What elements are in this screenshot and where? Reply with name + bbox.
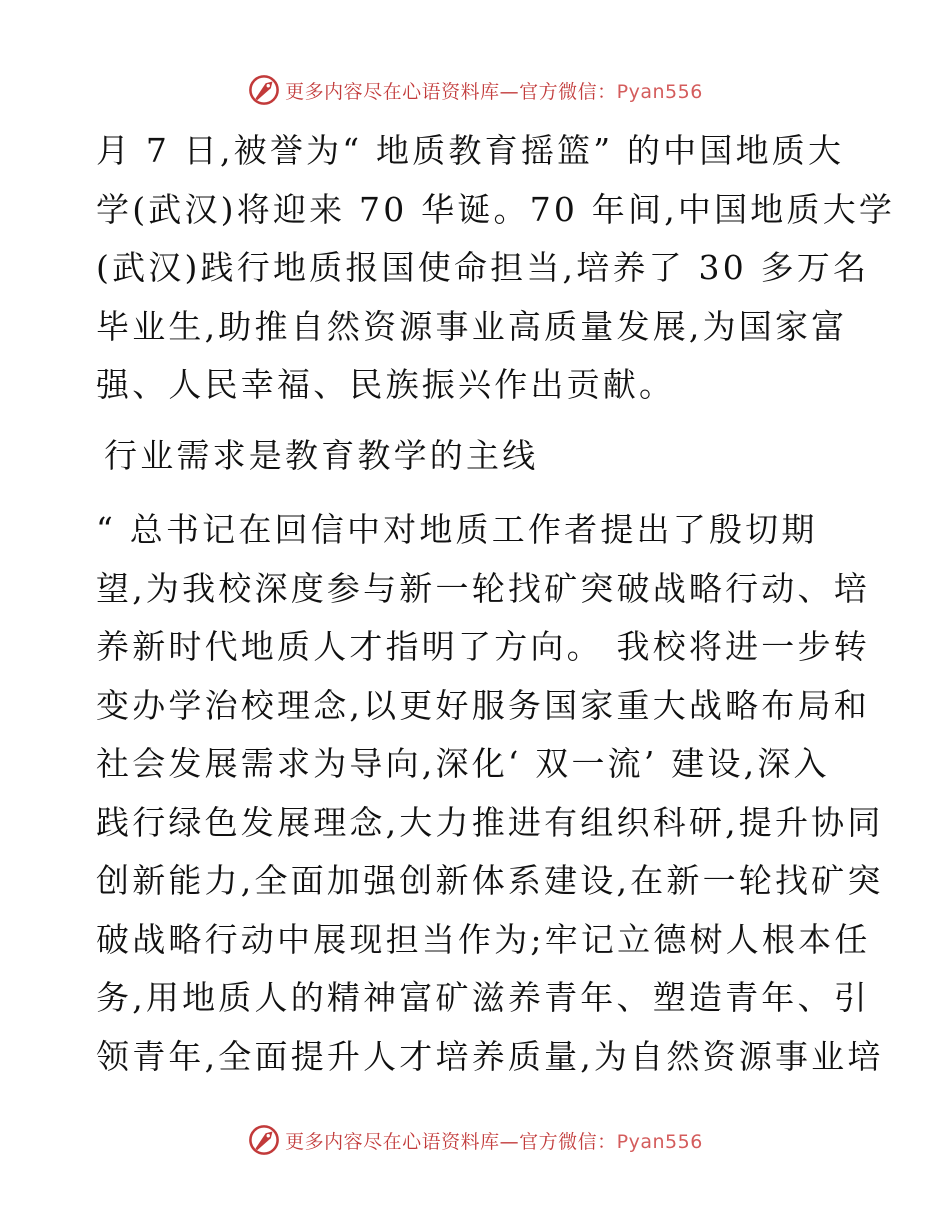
header-banner-text — [285, 77, 703, 104]
paragraph-line: 创新能力,全面加强创新体系建设,在新一轮找矿突 — [96, 861, 884, 900]
pen-nib-logo-icon — [247, 73, 281, 107]
header-banner-main: 更多内容尽在心语资料库—官方微信： — [285, 80, 617, 103]
footer-banner — [247, 1123, 703, 1157]
page-footer — [0, 1120, 950, 1160]
pen-nib-logo-icon — [247, 1123, 281, 1157]
paragraph-line: (武汉)践行地质报国使命担当,培养了 30 多万名 — [96, 248, 870, 287]
paragraph-line: 破战略行动中展现担当作为;牢记立德树人根本任 — [96, 919, 871, 959]
paragraph-line: 学(武汉)将迎来 70 华诞。70 年间,中国地质大学 — [96, 189, 896, 229]
paragraph-line: 月 7 日,被誉为“ 地质教育摇篮” 的中国地质大 — [96, 131, 845, 170]
document-body — [96, 122, 896, 1086]
paragraph-2 — [96, 501, 884, 1086]
footer-banner-id: Pyan556 — [616, 1130, 703, 1153]
section-heading: 行业需求是教育教学的主线 — [104, 435, 539, 475]
header-banner — [247, 73, 703, 107]
paragraph-line: 毕业生,助推自然资源事业高质量发展,为国家富 — [96, 306, 848, 346]
paragraph-line: 养新时代地质人才指明了方向。 我校将进一步转 — [96, 627, 870, 666]
header-banner-id: Pyan556 — [616, 80, 703, 103]
paragraph-line: 变办学治校理念,以更好服务国家重大战略布局和 — [96, 685, 870, 725]
paragraph-line: 务,用地质人的精神富矿滋养青年、塑造青年、引 — [96, 978, 870, 1017]
paragraph-line: 践行绿色发展理念,大力推进有组织科研,提升协同 — [96, 802, 884, 842]
footer-banner-text — [285, 1127, 703, 1154]
paragraph-line: “ 总书记在回信中对地质工作者提出了殷切期 — [96, 510, 818, 549]
paragraph-line: 望,为我校深度参与新一轮找矿突破战略行动、培 — [96, 568, 870, 608]
paragraph-line: 社会发展需求为导向,深化‘ 双一流’ 建设,深入 — [96, 744, 830, 783]
paragraph-line: 强、人民幸福、民族振兴作出贡献。 — [96, 365, 676, 404]
paragraph-1 — [96, 122, 896, 415]
paragraph-line: 领青年,全面提升人才培养质量,为自然资源事业培 — [96, 1036, 884, 1076]
footer-banner-main: 更多内容尽在心语资料库—官方微信： — [285, 1130, 617, 1153]
page-header — [0, 70, 950, 110]
